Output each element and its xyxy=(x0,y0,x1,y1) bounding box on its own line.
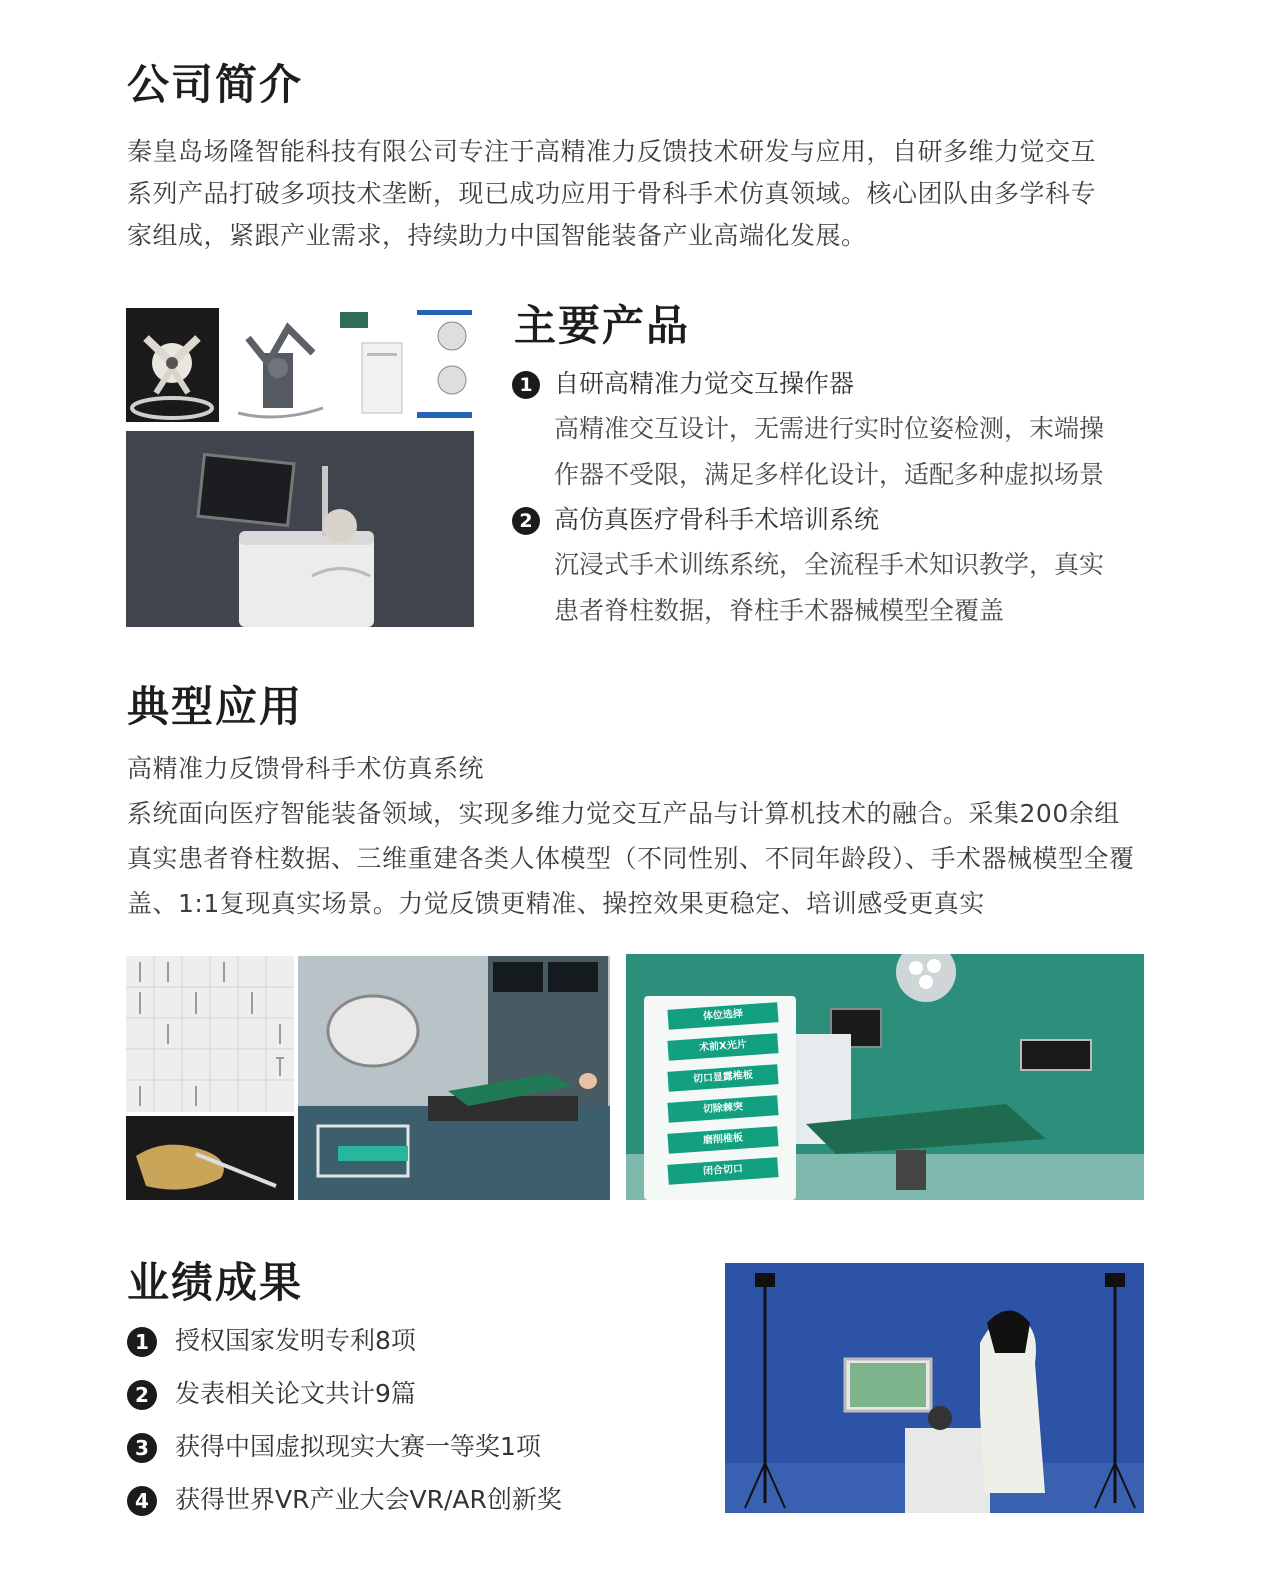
product-item-desc xyxy=(512,542,1192,634)
achievement-text: 授权国家发明专利8项 xyxy=(175,1326,416,1355)
step-menu-item: 体位选择 xyxy=(667,1002,778,1030)
achievement-text: 获得世界VR产业大会VR/AR创新奖 xyxy=(175,1485,562,1514)
intro-line: 家组成，紧跟产业需求，持续助力中国智能装备产业高端化发展。 xyxy=(127,221,867,250)
application-line: 真实患者脊柱数据、三维重建各类人体模型（不同性别、不同年龄段）、手术器械模型全覆 xyxy=(127,844,1135,873)
step-menu-item: 切除棘突 xyxy=(667,1095,778,1123)
vr-surgery-scene-image xyxy=(626,954,1144,1200)
intro-title: 公司简介 xyxy=(127,60,304,109)
products-list xyxy=(512,362,1192,634)
step-menu-panel xyxy=(668,1006,778,1181)
application-title: 典型应用 xyxy=(127,682,304,731)
product-item-title: 高仿真医疗骨科手术培训系统 xyxy=(554,505,880,534)
product-desc-line: 高精准交互设计，无需进行实时位姿检测，末端操 xyxy=(554,414,1105,443)
achievement-text: 获得中国虚拟现实大赛一等奖1项 xyxy=(175,1432,541,1461)
achievement-item xyxy=(127,1367,687,1420)
product-image-manipulator-1 xyxy=(126,308,219,422)
number-badge: 1 xyxy=(512,371,540,399)
product-item xyxy=(512,362,1192,406)
number-badge: 4 xyxy=(127,1486,157,1516)
product-item xyxy=(512,498,1192,542)
achievement-text: 发表相关论文共计9篇 xyxy=(175,1379,416,1408)
application-paragraph xyxy=(127,746,1187,926)
achievements-title: 业绩成果 xyxy=(127,1258,304,1307)
product-desc-line: 患者脊柱数据，脊柱手术器械模型全覆盖 xyxy=(554,596,1005,625)
products-title: 主要产品 xyxy=(514,301,691,350)
achievements-list xyxy=(127,1314,687,1526)
intro-line: 秦皇岛场隆智能科技有限公司专注于高精准力反馈技术研发与应用，自研多维力觉交互 xyxy=(127,137,1097,166)
achievement-item xyxy=(127,1420,687,1473)
product-desc-line: 作器不受限，满足多样化设计，适配多种虚拟场景 xyxy=(554,460,1105,489)
application-line: 盖、1:1复现真实场景。力觉反馈更精准、操控效果更稳定、培训感受更真实 xyxy=(127,889,985,918)
step-menu-item: 闭合切口 xyxy=(667,1157,778,1185)
achievement-item xyxy=(127,1473,687,1526)
achievement-item xyxy=(127,1314,687,1367)
instrument-grid-image xyxy=(126,956,294,1112)
glove-hand-image xyxy=(126,1116,294,1200)
product-item-desc xyxy=(512,406,1192,498)
number-badge: 1 xyxy=(127,1327,157,1357)
intro-paragraph xyxy=(127,131,1187,257)
step-menu-item: 磨削椎板 xyxy=(667,1126,778,1154)
product-image-workstation xyxy=(126,431,474,627)
number-badge: 3 xyxy=(127,1433,157,1463)
number-badge: 2 xyxy=(127,1380,157,1410)
step-menu-item: 切口显露椎板 xyxy=(667,1064,778,1092)
step-menu-item: 术前X光片 xyxy=(667,1033,778,1061)
product-image-manipulator-2 xyxy=(228,308,328,422)
product-image-system xyxy=(337,308,474,422)
product-desc-line: 沉浸式手术训练系统，全流程手术知识教学，真实 xyxy=(554,550,1105,579)
operating-room-image xyxy=(298,956,610,1200)
vr-training-photo xyxy=(725,1263,1144,1513)
application-subtitle: 高精准力反馈骨科手术仿真系统 xyxy=(127,754,485,783)
intro-line: 系列产品打破多项技术垄断，现已成功应用于骨科手术仿真领域。核心团队由多学科专 xyxy=(127,179,1097,208)
application-line: 系统面向医疗智能装备领域，实现多维力觉交互产品与计算机技术的融合。采集200余组 xyxy=(127,799,1120,828)
product-item-title: 自研高精准力觉交互操作器 xyxy=(554,369,855,398)
number-badge: 2 xyxy=(512,507,540,535)
